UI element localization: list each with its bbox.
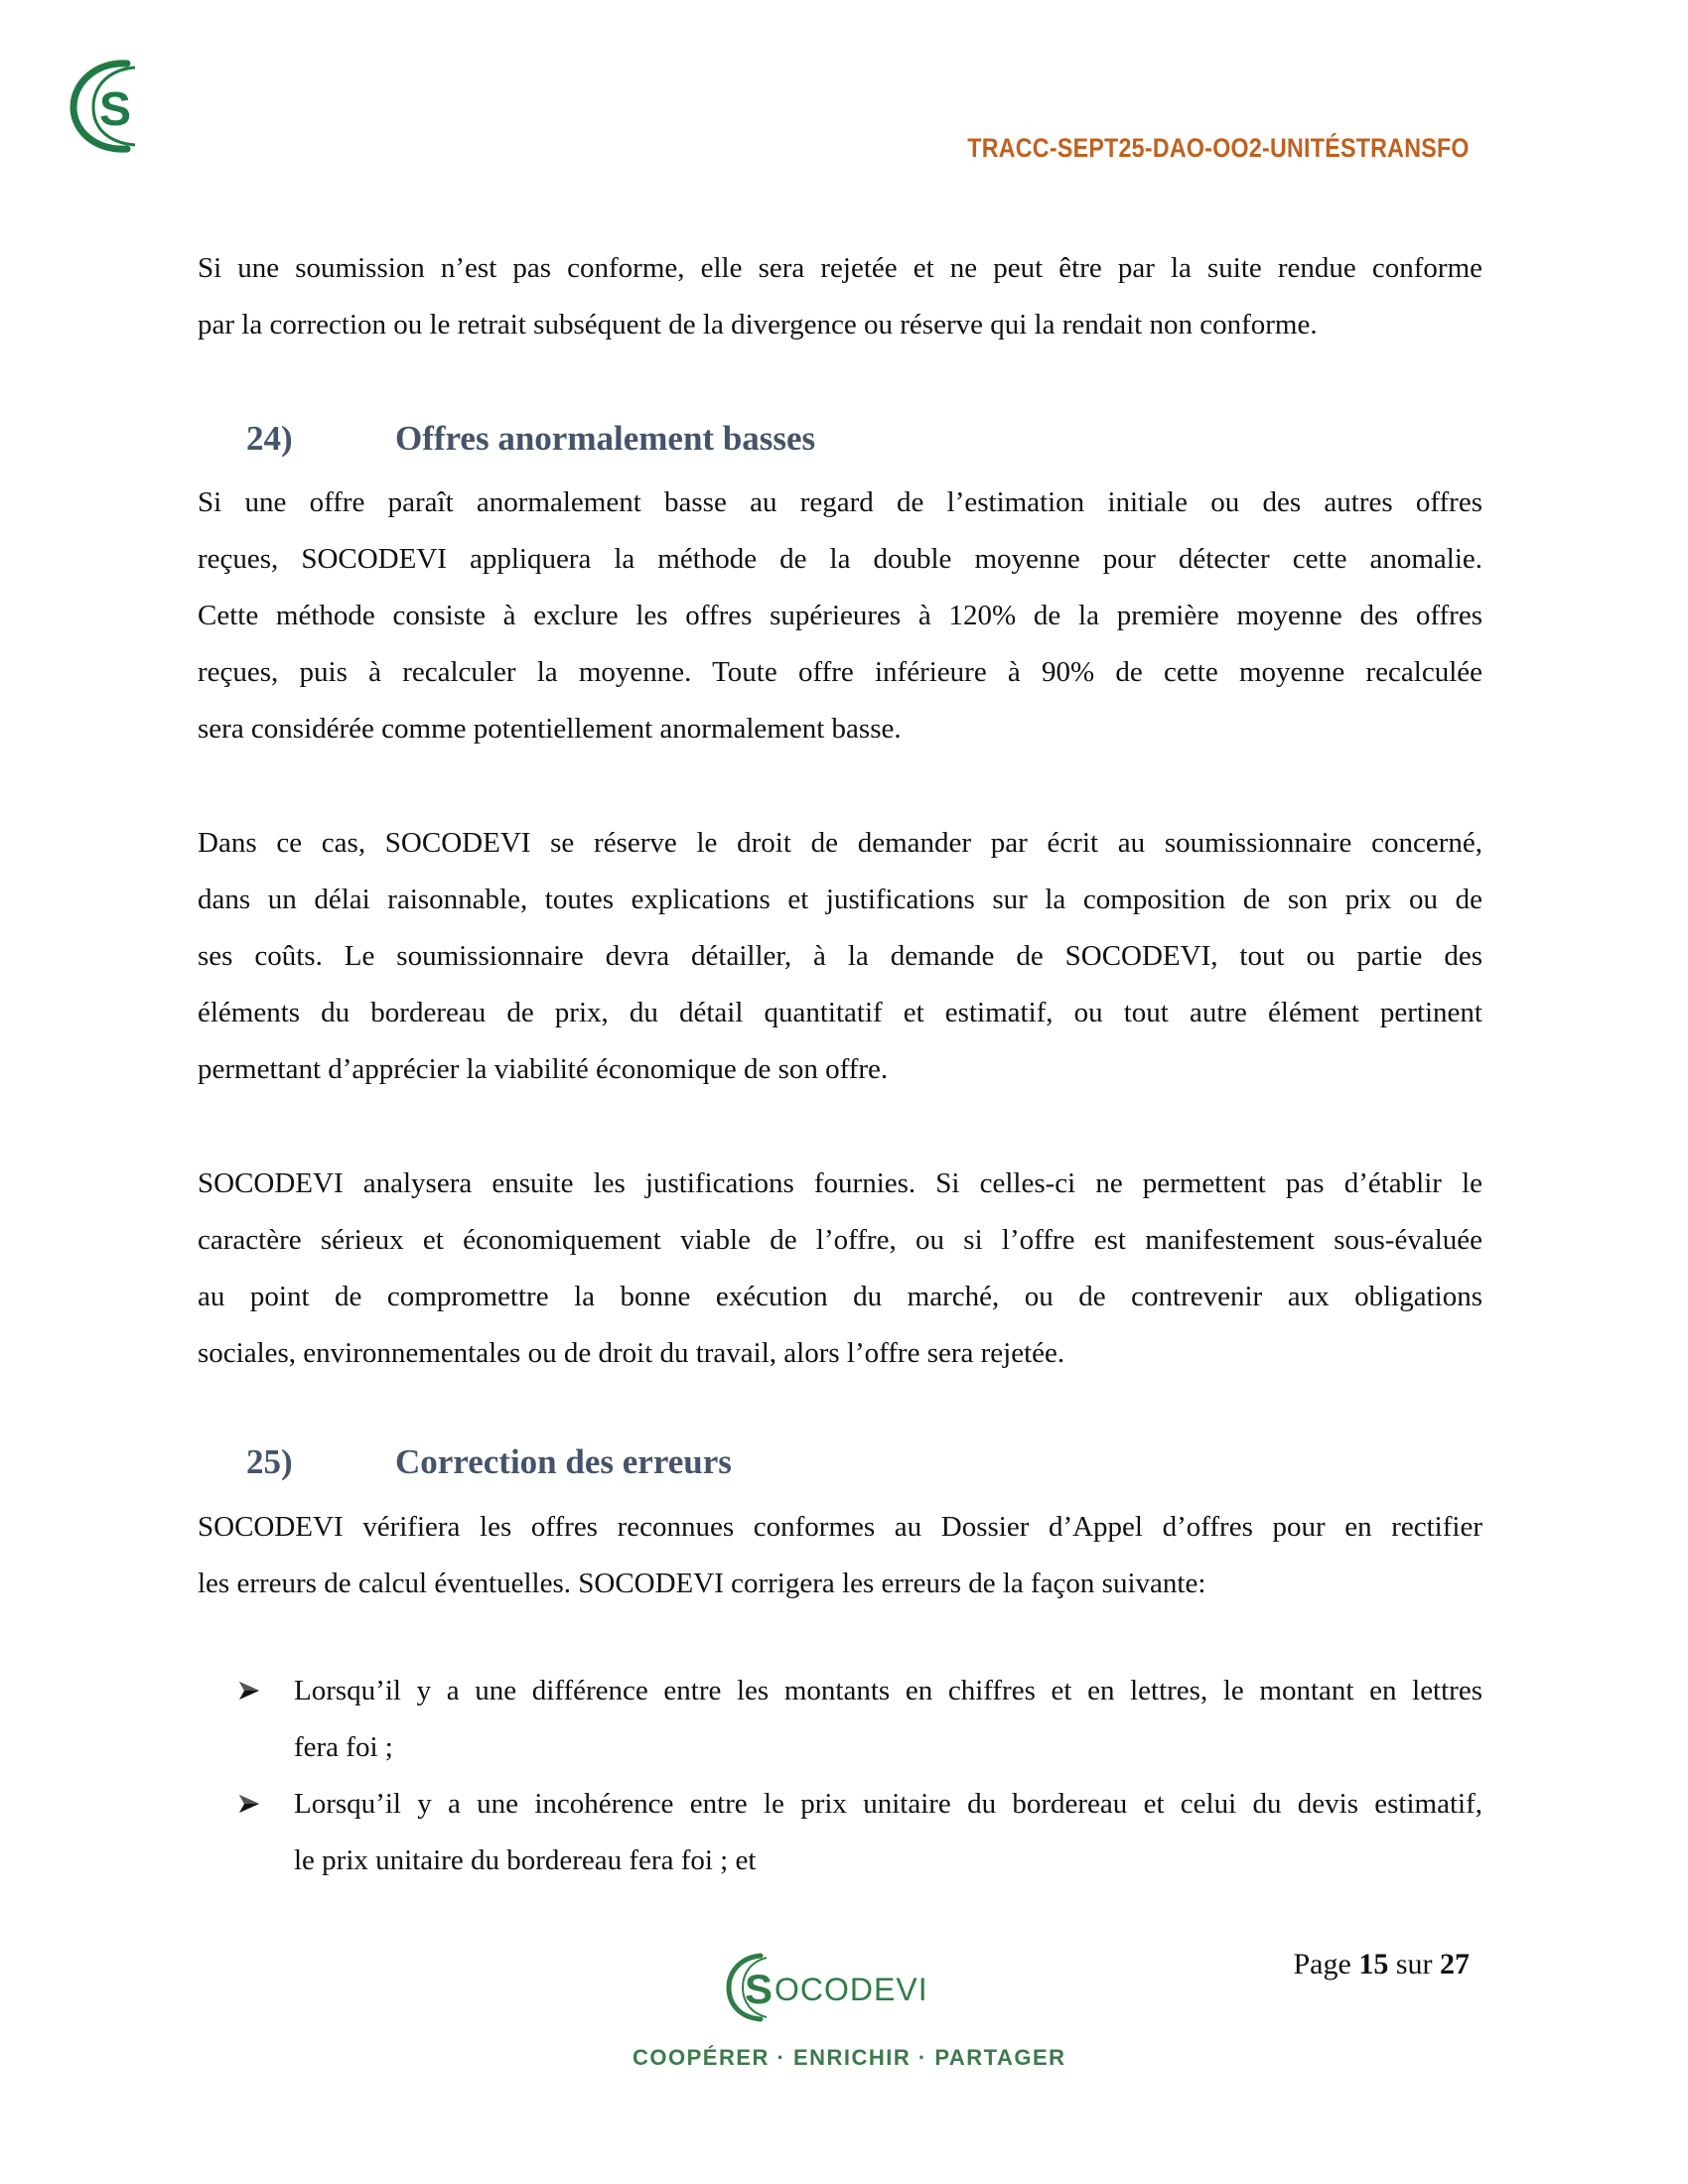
text-line: Si une offre paraît anormalement basse au regard de l’estimation initiale ou des autres offres <box>198 486 1482 518</box>
section-24-paragraph-1 <box>198 475 1482 757</box>
svg-text:S: S <box>745 1966 774 2012</box>
svg-text:OCODEVI: OCODEVI <box>774 1972 928 2007</box>
section-title: Offres anormalement basses <box>395 419 816 458</box>
svg-text:S: S <box>99 83 132 136</box>
text-line: Si une soumission n’est pas conforme, elle sera rejetée et ne peut être par la suite rendue conforme <box>198 252 1482 284</box>
text-line: Lorsqu’il y a une incohérence entre le prix unitaire du bordereau et celui du devis estimatif, <box>294 1788 1482 1820</box>
correction-rules-list <box>238 1663 1482 1889</box>
text-line: au point de compromettre la bonne exécution du marché, ou de contrevenir aux obligations <box>198 1281 1482 1312</box>
text-line: le prix unitaire du bordereau fera foi ; et <box>294 1844 757 1876</box>
arrowhead-bullet-icon <box>238 1680 260 1702</box>
text-line: Dans ce cas, SOCODEVI se réserve le droit de demander par écrit au soumissionnaire concerné, <box>198 827 1482 859</box>
section-title: Correction des erreurs <box>395 1442 732 1481</box>
list-item <box>238 1776 1482 1889</box>
section-24-paragraph-2 <box>198 815 1482 1098</box>
text-line: dans un délai raisonnable, toutes explications et justifications sur la composition de son prix ou de <box>198 884 1482 915</box>
list-item <box>238 1663 1482 1776</box>
section-number: 24) <box>246 419 293 458</box>
text-line: Lorsqu’il y a une différence entre les montants en chiffres et en lettres, le montant en lettres <box>294 1675 1482 1706</box>
text-line: caractère sérieux et économiquement viable de l’offre, ou si l’offre est manifestement sous-évaluée <box>198 1224 1482 1256</box>
socodevi-cs-logo-icon <box>66 56 155 155</box>
section-24-paragraph-3 <box>198 1156 1482 1382</box>
text-line: fera foi ; <box>294 1731 393 1763</box>
intro-paragraph <box>198 240 1482 353</box>
footer-tagline: COOPÉRER · ENRICHIR · PARTAGER <box>633 2045 1066 2070</box>
socodevi-footer-logo-icon <box>723 1946 961 2025</box>
text-line: sera considérée comme potentiellement anormalement basse. <box>198 713 902 745</box>
document-reference: TRACC-SEPT25-DAO-OO2-UNITÉSTRANSFO <box>967 133 1470 163</box>
page-number <box>1294 1948 1471 1981</box>
text-line: sociales, environnementales ou de droit du travail, alors l’offre sera rejetée. <box>198 1337 1065 1369</box>
text-line: SOCODEVI analysera ensuite les justifications fournies. Si celles-ci ne permettent pas d’établir le <box>198 1167 1482 1199</box>
text-line: reçues, puis à recalculer la moyenne. Toute offre inférieure à 90% de cette moyenne recalculée <box>198 656 1482 688</box>
page-total: 27 <box>1440 1948 1470 1980</box>
text-line: reçues, SOCODEVI appliquera la méthode de la double moyenne pour détecter cette anomalie. <box>198 543 1482 575</box>
text-line: permettant d’apprécier la viabilité économique de son offre. <box>198 1053 889 1085</box>
arrowhead-bullet-icon <box>238 1793 260 1815</box>
page-label: Page <box>1293 1948 1351 1980</box>
text-line: SOCODEVI vérifiera les offres reconnues conformes au Dossier d’Appel d’offres pour en rectifier <box>198 1511 1482 1543</box>
section-25-paragraph <box>198 1499 1482 1612</box>
text-line: les erreurs de calcul éventuelles. SOCODEVI corrigera les erreurs de la façon suivante: <box>198 1568 1206 1599</box>
text-line: ses coûts. Le soumissionnaire devra détailler, à la demande de SOCODEVI, tout ou partie des <box>198 940 1482 972</box>
text-line: Cette méthode consiste à exclure les offres supérieures à 120% de la première moyenne des offres <box>198 600 1482 631</box>
text-line: éléments du bordereau de prix, du détail quantitatif et estimatif, ou tout autre élément pertinent <box>198 997 1482 1028</box>
section-24-heading <box>246 419 815 459</box>
page-current: 15 <box>1358 1948 1389 1980</box>
section-number: 25) <box>246 1442 293 1481</box>
page-separator: sur <box>1395 1948 1433 1980</box>
text-line: par la correction ou le retrait subséquent de la divergence ou réserve qui la rendait non conforme. <box>198 309 1318 341</box>
section-25-heading <box>246 1442 732 1482</box>
